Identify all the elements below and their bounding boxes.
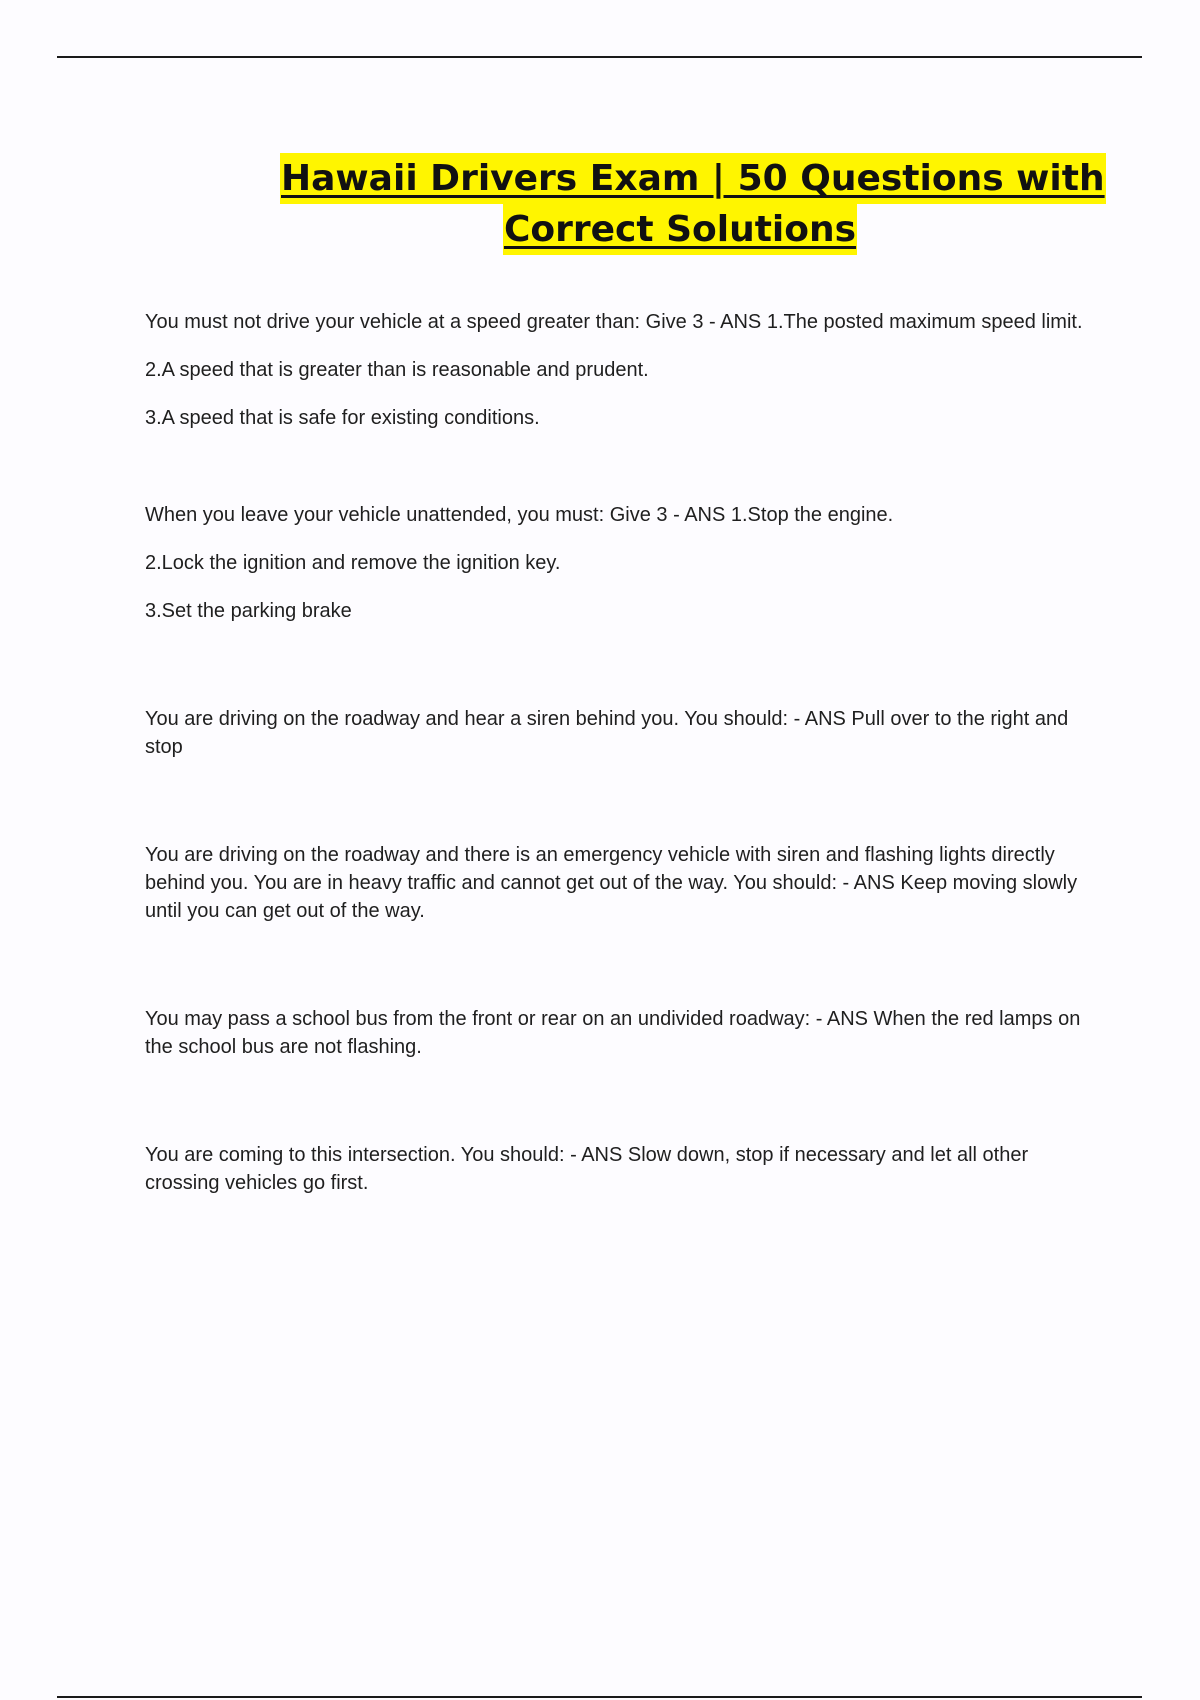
answer-line: 2.Lock the ignition and remove the ignition key. bbox=[145, 552, 561, 574]
question-text: You may pass a school bus from the front or rear on an undivided roadway: - ANS When the red lamps on the school bus are not flashing. bbox=[145, 1008, 1081, 1058]
spacer bbox=[145, 1081, 1095, 1141]
document-body bbox=[145, 308, 1095, 1217]
answer-line: 3.A speed that is safe for existing conditions. bbox=[145, 407, 540, 429]
qa-block-2 bbox=[145, 501, 1095, 625]
question-text: You are driving on the roadway and there is an emergency vehicle with siren and flashing lights directly behind you. You are in heavy traffic and cannot get out of the way. You should: - ANS Keep moving slowly until you can get out of the way. bbox=[145, 844, 1078, 922]
qa-block-3 bbox=[145, 705, 1095, 761]
qa-block-5 bbox=[145, 1005, 1095, 1061]
question-text: When you leave your vehicle unattended, you must: Give 3 - ANS 1.Stop the engine. bbox=[145, 504, 894, 526]
title-line-1: Hawaii Drivers Exam | 50 Questions with bbox=[280, 153, 1106, 204]
page-top-rule bbox=[57, 56, 1142, 58]
document-title bbox=[280, 153, 1105, 255]
qa-block-4 bbox=[145, 841, 1095, 925]
spacer bbox=[145, 452, 1095, 501]
qa-block-1 bbox=[145, 308, 1095, 432]
spacer bbox=[145, 945, 1095, 1005]
title-line-2: Correct Solutions bbox=[503, 204, 857, 255]
spacer bbox=[145, 781, 1095, 841]
answer-line: 2.A speed that is greater than is reasonable and prudent. bbox=[145, 359, 649, 381]
page-bottom-rule bbox=[57, 1696, 1142, 1698]
question-text: You must not drive your vehicle at a speed greater than: Give 3 - ANS 1.The posted maximum speed limit. bbox=[145, 311, 1083, 333]
question-text: You are driving on the roadway and hear a siren behind you. You should: - ANS Pull over to the right and stop bbox=[145, 708, 1069, 758]
question-text: You are coming to this intersection. You should: - ANS Slow down, stop if necessary and let all other crossing vehicles go first. bbox=[145, 1144, 1029, 1194]
answer-line: 3.Set the parking brake bbox=[145, 600, 352, 622]
spacer bbox=[145, 645, 1095, 705]
qa-block-6 bbox=[145, 1141, 1095, 1197]
